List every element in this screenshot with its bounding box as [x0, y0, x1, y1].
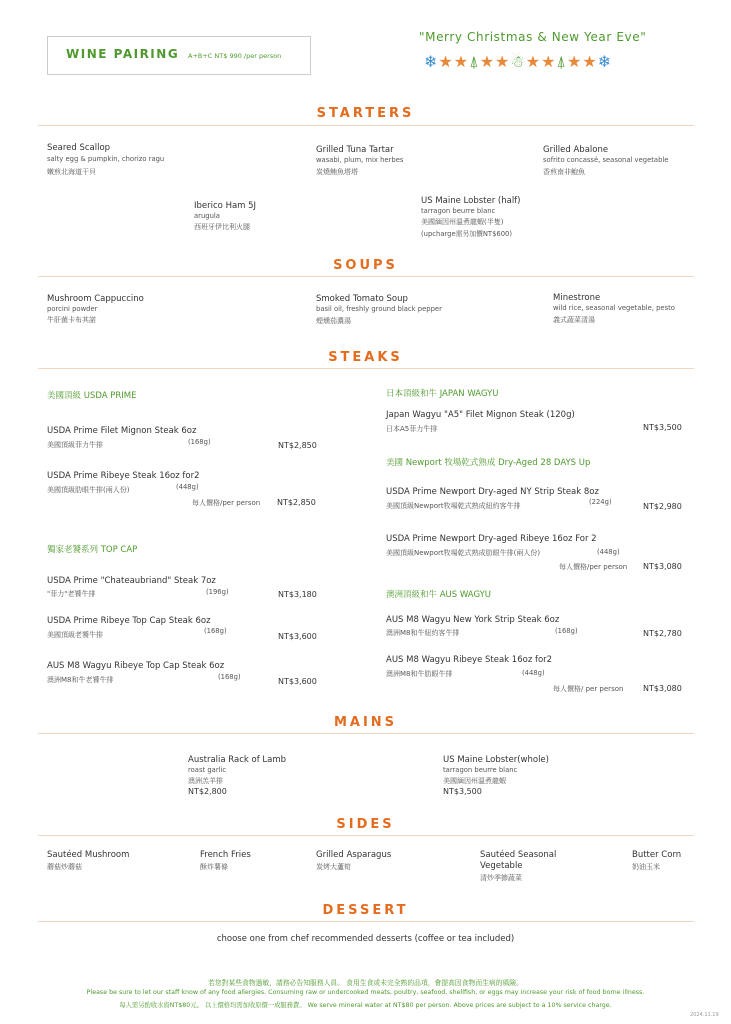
dish-name: AUS M8 Wagyu Ribeye Top Cap Steak 6oz [47, 661, 225, 671]
star-icon: ★ [582, 52, 598, 71]
per-person-label: 每人價格/per person [559, 563, 628, 571]
snowflake-icon: ❄ [597, 52, 613, 71]
dish-name: Butter Corn [632, 850, 682, 860]
dish-zh: 美國頂級肋眼牛排(兩人份) [47, 486, 130, 494]
dish-name: Mushroom Cappuccino [47, 294, 144, 304]
dish-name: USDA Prime Ribeye Top Cap Steak 6oz [47, 616, 211, 626]
dish-name: Australia Rack of Lamb [188, 755, 287, 765]
category-title: 美國頂級 USDA PRIME [47, 391, 137, 401]
dish-zh: 炭燒鮪魚塔塔 [316, 168, 358, 176]
dish-desc: wild rice, seasonal vegetable, pesto [553, 304, 675, 312]
dish-name: Sautéed Seasonal [480, 850, 557, 860]
dish-zh: 香煎南非鮑魚 [543, 168, 585, 176]
dish-price: NT$2,980 [643, 502, 682, 511]
divider [38, 125, 694, 126]
dish-name: Grilled Tuna Tartar [316, 145, 394, 155]
dish-price: NT$3,180 [278, 590, 317, 599]
dish-zh: 煙燻茄濃湯 [316, 317, 351, 325]
allergy-note-zh: 若您對某些食物過敏，請務必告知服務人員。 食用生食或未完全熟的品項，會提高因食物而生病的風險。 [208, 979, 523, 987]
christmas-decoration [424, 52, 612, 72]
dish-name: AUS M8 Wagyu New York Strip Steak 6oz [386, 615, 560, 625]
tree-icon: ⍋ [469, 52, 480, 71]
dish-weight: (168g) [188, 438, 211, 446]
dish-weight: (448g) [522, 669, 545, 677]
dish-weight: (224g) [589, 498, 612, 506]
dish-zh: 蘑菇炒蘑菇 [47, 863, 82, 871]
dish-desc: salty egg & pumpkin, chorizo ragu [47, 155, 165, 163]
dish-name: US Maine Lobster (half) [421, 196, 521, 206]
dish-name: Sautéed Mushroom [47, 850, 130, 860]
dish-zh: 美國頂級Newport牧場乾式熟成肋眼牛排(兩人份) [386, 549, 541, 557]
dish-price: NT$3,500 [643, 423, 682, 432]
dish-price: NT$2,800 [188, 787, 227, 796]
steaks-heading: STEAKS [328, 350, 403, 365]
dish-zh: 義式蔬菜清湯 [553, 316, 595, 324]
dish-weight: (168g) [218, 673, 241, 681]
dish-price: NT$3,080 [643, 684, 682, 693]
sides-heading: SIDES [336, 817, 395, 832]
dish-zh: 奶油玉米 [632, 863, 660, 871]
starters-heading: STARTERS [316, 106, 415, 121]
dish-price: NT$2,850 [277, 498, 316, 507]
dish-name: USDA Prime Ribeye Steak 16oz for2 [47, 471, 200, 481]
soups-heading: SOUPS [333, 258, 398, 273]
star-icon: ★ [567, 52, 583, 71]
mains-heading: MAINS [333, 715, 398, 730]
dish-zh: "菲力"老饕牛排 [47, 590, 96, 598]
dish-zh: 美國緬因州溫煮龍蝦 [443, 777, 506, 785]
wine-pairing-price: A+B+C NT$ 990 /per person [188, 52, 282, 60]
category-title: 日本頂級和牛 JAPAN WAGYU [386, 389, 499, 399]
dish-name: Iberico Ham 5J [194, 201, 257, 211]
dish-name: Japan Wagyu "A5" Filet Mignon Steak (120g) [386, 410, 575, 420]
divider [38, 921, 694, 922]
dish-name: Seared Scallop [47, 143, 111, 153]
dish-zh: 美國頂級Newport牧場乾式熟成紐約客牛排 [386, 502, 521, 510]
per-person-label: 每人價格/ per person [553, 685, 624, 693]
dish-zh: 美國頂級老饕牛排 [47, 631, 103, 639]
wine-pairing-box [47, 36, 311, 75]
tree-icon: ⍋ [556, 52, 568, 71]
star-icon: ★ [453, 52, 470, 71]
dish-weight: (168g) [204, 627, 227, 635]
dish-desc: sofrito concassé, seasonal vegetable [543, 156, 669, 164]
allergy-note-en: Please be sure to let our staff know of any food allergies. Consuming raw or undercooked meats, poultry, seafood, shellfish, or eggs may increase your risk of food borne illness. [86, 989, 645, 996]
dish-name: Smoked Tomato Soup [316, 294, 408, 304]
star-icon: ★ [438, 52, 454, 71]
service-charge-note: 每人需另酌收水資NT$80元。 以上價格均需加收原價一成服務費。 We serve mineral water at NT$80 per person. Above prices are subject to a 10% service charge. [119, 1002, 612, 1009]
star-icon: ★ [541, 52, 557, 71]
divider [38, 276, 694, 277]
dish-price: NT$2,780 [643, 629, 682, 638]
dish-zh: 澳洲M8和牛老饕牛排 [47, 676, 114, 684]
dish-weight: (448g) [176, 483, 199, 491]
dish-zh: 嫩煎北海道干貝 [47, 168, 96, 176]
dish-desc: arugula [194, 212, 220, 220]
per-person-label: 每人價格/per person [192, 499, 261, 507]
dish-desc: wasabi, plum, mix herbes [316, 156, 404, 164]
dish-name: French Fries [200, 850, 251, 860]
wine-pairing-title: WINE PAIRING [66, 47, 180, 61]
dish-price: NT$2,850 [278, 441, 317, 450]
dish-zh: 日本A5菲力牛排 [386, 425, 438, 433]
dish-price: NT$3,500 [443, 787, 482, 796]
divider [38, 733, 694, 734]
dish-name: USDA Prime Filet Mignon Steak 6oz [47, 426, 197, 436]
dish-price: NT$3,600 [278, 632, 317, 641]
date-stamp: 2024.11.19 [690, 1012, 719, 1018]
dish-zh: 炭烤大蘆筍 [316, 863, 351, 871]
dish-desc: tarragon beurre blanc [443, 766, 518, 774]
dish-zh: 澳洲M8和牛肋眼牛排 [386, 670, 453, 678]
star-icon: ★ [525, 52, 542, 71]
dish-zh: 牛肝菌卡布其諾 [47, 316, 96, 324]
dish-zh: 澳洲M8和牛紐約客牛排 [386, 629, 460, 637]
dish-zh: 清炒季節蔬菜 [480, 874, 522, 882]
dish-note: (upcharge需另加價NT$600) [421, 230, 513, 238]
dish-desc: roast garlic [188, 766, 227, 774]
dish-name: USDA Prime Newport Dry-aged NY Strip Steak 8oz [386, 487, 599, 497]
dish-name: Grilled Asparagus [316, 850, 392, 860]
divider [38, 835, 694, 836]
dish-weight: (168g) [555, 627, 578, 635]
dessert-text: choose one from chef recommended desserts (coffee or tea included) [216, 934, 515, 944]
dish-zh: 美國緬因州溫煮龍蝦(半隻) [421, 218, 504, 226]
category-title: 澳洲頂級和牛 AUS WAGYU [386, 590, 492, 600]
dish-zh: 澳洲羔羊排 [188, 777, 223, 785]
dish-name: AUS M8 Wagyu Ribeye Steak 16oz for2 [386, 655, 553, 665]
dish-name: Vegetable [480, 861, 523, 871]
dish-weight: (448g) [597, 548, 620, 556]
category-title: 獨家老饕系列 TOP CAP [47, 545, 138, 555]
dish-zh: 西班牙伊比利火腿 [194, 223, 250, 231]
snowman-icon: ☃ [510, 52, 526, 71]
dish-desc: porcini powder [47, 305, 98, 313]
dish-name: USDA Prime "Chateaubriand" Steak 7oz [47, 576, 216, 586]
dish-name: Minestrone [553, 293, 601, 303]
dish-zh: 美國頂級菲力牛排 [47, 441, 103, 449]
dish-desc: tarragon beurre blanc [421, 207, 496, 215]
christmas-title: "Merry Christmas & New Year Eve" [419, 30, 647, 44]
dish-zh: 酥炸薯條 [200, 863, 228, 871]
dish-desc: basil oil, freshly ground black pepper [316, 305, 442, 313]
dish-name: US Maine Lobster(whole) [443, 755, 549, 765]
dessert-heading: DESSERT [322, 903, 409, 918]
dish-price: NT$3,600 [278, 677, 317, 686]
dish-name: USDA Prime Newport Dry-aged Ribeye 16oz For 2 [386, 534, 597, 544]
divider [38, 368, 694, 369]
star-icon: ★ [479, 52, 496, 71]
category-title: 美國 Newport 牧場乾式熟成 Dry-Aged 28 DAYS Up [386, 458, 591, 468]
dish-price: NT$3,080 [643, 562, 682, 571]
dish-name: Grilled Abalone [543, 145, 609, 155]
snowflake-icon: ❄ [424, 52, 439, 71]
star-icon: ★ [495, 52, 511, 71]
dish-weight: (196g) [206, 588, 229, 596]
